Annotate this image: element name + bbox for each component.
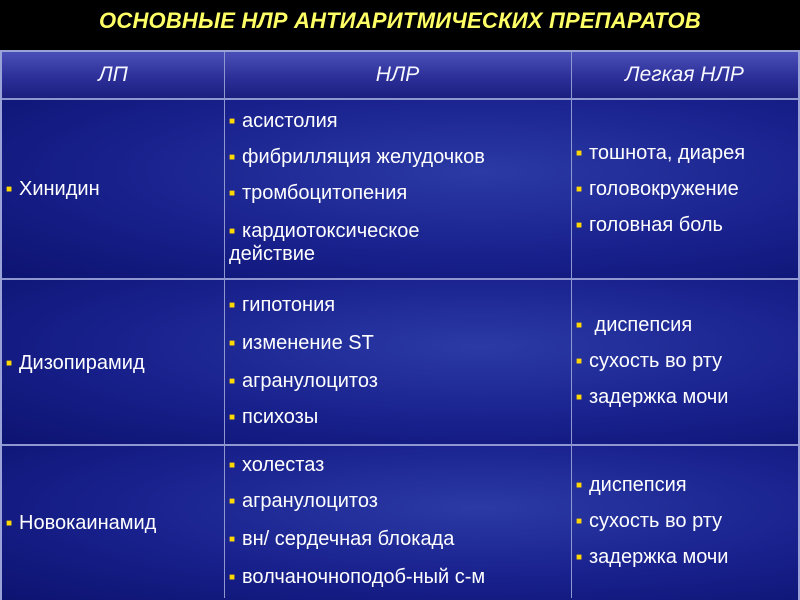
column-header-nlr: НЛР — [375, 63, 420, 86]
bullet-icon: ■ — [229, 226, 236, 237]
bullet-icon: ■ — [229, 338, 236, 349]
list-item: ■ головная боль — [576, 214, 723, 236]
mild-nlr-cell — [576, 446, 796, 600]
list-item: ■ изменение ST — [229, 332, 374, 354]
bullet-icon: ■ — [229, 116, 236, 127]
bullet-icon: ■ — [229, 572, 236, 583]
bullet-icon: ■ — [229, 412, 236, 423]
list-item: ■ диспепсия — [576, 474, 687, 496]
list-item: ■ диспепсия — [576, 314, 693, 336]
list-item: ■ сухость во рту — [576, 350, 723, 372]
bullet-icon: ■ — [229, 188, 236, 199]
list-item: ■ психозы — [229, 406, 319, 428]
bullet-icon: ■ — [6, 358, 13, 369]
bullet-icon: ■ — [229, 534, 236, 545]
list-item: ■ волчаночноподоб-ный с-м — [229, 566, 486, 588]
table-header — [2, 52, 798, 98]
list-item: ■ головокружение — [576, 178, 739, 200]
mild-nlr-cell — [576, 280, 796, 446]
bullet-icon: ■ — [576, 552, 583, 563]
bullet-icon: ■ — [229, 152, 236, 163]
bullet-icon: ■ — [229, 300, 236, 311]
bullet-icon: ■ — [576, 392, 583, 403]
mild-nlr-cell — [576, 100, 796, 280]
bullet-icon: ■ — [576, 320, 583, 331]
list-item: ■ агранулоцитоз — [229, 370, 378, 392]
list-item: ■ задержка мочи — [576, 546, 729, 568]
page-title: ОСНОВНЫЕ НЛР АНТИАРИТМИЧЕСКИХ ПРЕПАРАТОВ — [99, 8, 701, 33]
table-row-procainamide — [2, 444, 798, 600]
list-item: ■ сухость во рту — [576, 510, 723, 532]
adverse-reactions-table — [0, 50, 800, 600]
bullet-icon: ■ — [576, 356, 583, 367]
list-item: ■ кардиотоксическое действие — [229, 220, 420, 265]
nlr-cell — [229, 280, 569, 446]
list-item: ■ фибрилляция желудочков — [229, 146, 485, 168]
column-header-drug: ЛП — [98, 63, 128, 86]
bullet-icon: ■ — [576, 148, 583, 159]
column-divider — [571, 52, 572, 598]
bullet-icon: ■ — [576, 184, 583, 195]
drug-cell: ■ Хинидин — [6, 178, 100, 200]
nlr-cell — [229, 100, 569, 280]
list-item: ■ агранулоцитоз — [229, 490, 378, 512]
list-item: ■ гипотония — [229, 294, 336, 316]
list-item: ■ задержка мочи — [576, 386, 729, 408]
column-header-mild-nlr: Легкая НЛР — [625, 63, 744, 86]
list-item: ■ асистолия — [229, 110, 338, 132]
drug-cell: ■ Дизопирамид — [6, 352, 145, 374]
table-row-disopyramide — [2, 278, 798, 446]
bullet-icon: ■ — [576, 480, 583, 491]
list-item: ■ тошнота, диарея — [576, 142, 746, 164]
drug-cell: ■ Новокаинамид — [6, 512, 157, 534]
list-item: ■ холестаз — [229, 454, 325, 476]
list-item: ■ вн/ сердечная блокада — [229, 528, 455, 550]
table-row-quinidine — [2, 98, 798, 280]
column-divider — [224, 52, 225, 598]
bullet-icon: ■ — [229, 376, 236, 387]
bullet-icon: ■ — [6, 184, 13, 195]
nlr-cell — [229, 446, 569, 600]
bullet-icon: ■ — [576, 516, 583, 527]
bullet-icon: ■ — [6, 518, 13, 529]
bullet-icon: ■ — [229, 496, 236, 507]
bullet-icon: ■ — [576, 220, 583, 231]
bullet-icon: ■ — [229, 460, 236, 471]
list-item: ■ тромбоцитопения — [229, 182, 408, 204]
